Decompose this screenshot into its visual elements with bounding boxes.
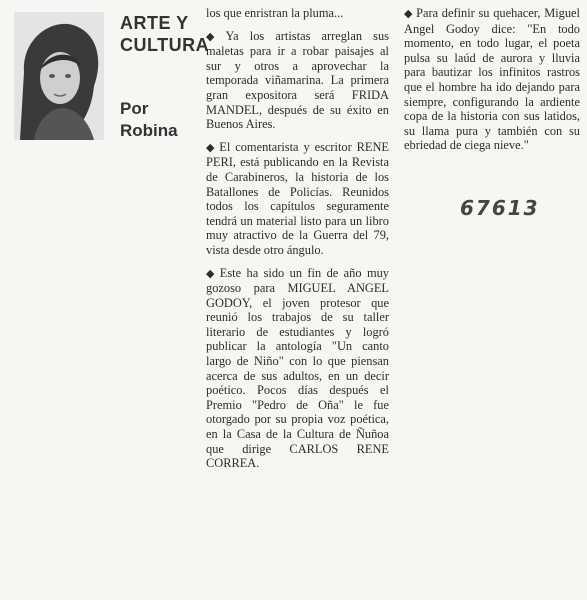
portrait-image <box>14 12 104 140</box>
diamond-bullet-icon: ◆ <box>206 141 217 154</box>
author-photo <box>14 12 104 140</box>
diamond-bullet-icon: ◆ <box>404 8 414 20</box>
archive-number-stamp: 67613 <box>460 196 540 220</box>
paragraph: ◆ El comentarista y escritor RENE PERI, está publicando en la Revista de Carabineros, la historia de los Batallones de Policías. Reunidos todos los capítulos seguramente tendrá un material listo para un libro muy atractivo de la Guerra del 79, vista desde otro ángulo. <box>206 139 390 257</box>
column-right <box>404 6 580 161</box>
column-middle <box>206 6 389 479</box>
diamond-bullet-icon: ◆ <box>206 267 217 280</box>
diamond-bullet-icon: ◆ <box>206 30 223 43</box>
paragraph: los que enristran la pluma... <box>206 6 344 20</box>
paragraph: ◆ Ya los artistas arreglan sus maletas para ir a robar paisajes al sur y otros a aprovechar la temporada viñamarina. La primera gran expositora será FRIDA MANDEL, después de su éxito en Buenos Aires. <box>206 28 389 132</box>
paragraph: ◆ Este ha sido un fin de año muy gozoso para MIGUEL ANGEL GODOY, el joven protesor que reunió los trabajos de su taller literario de estudiantes y logró publicar la antología "Un canto largo de Niño" con lo que piensan acerca de sus adultos, en un decir poético. Pocos días después el Premio "Pedro de Oña" le fue otorgado por su propia voz poética, en la Casa de la Cultura de Ñuñoa que dirige CARLOS RENE CORREA. <box>206 265 389 471</box>
headline: ARTE Y CULTURA <box>120 13 210 55</box>
paragraph: ◆ Para definir su quehacer, Miguel Angel Godoy dice: "En todo momento, en todo lugar, el poeta pulsa su laúd de aurora y lluvia para bautizar los infinitos rastros que el hombre ha ido dejando para siempre, configurando la ardiente copa de la historia con sus latidos, su llama pura y también con su ebriedad de ciega nieve." <box>404 6 580 153</box>
byline: Por Robina <box>120 99 178 140</box>
